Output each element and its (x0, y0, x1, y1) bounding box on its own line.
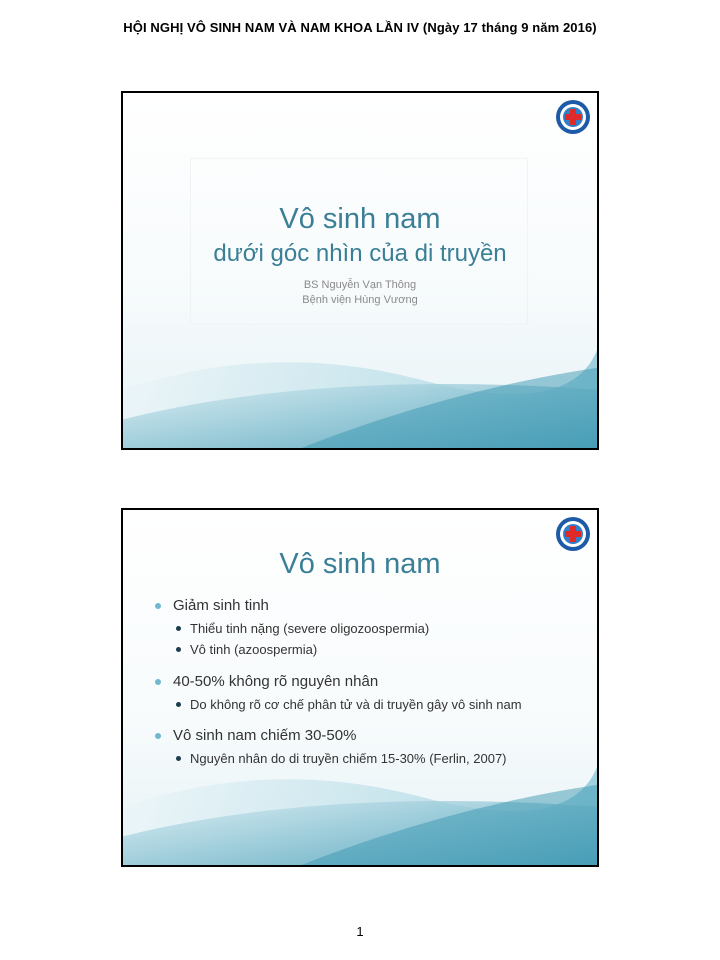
slide-1 (121, 91, 599, 450)
bullet-2: 40-50% không rõ nguyên nhân (173, 673, 379, 690)
sub-bullet-1-2: Vô tinh (azoospermia) (190, 642, 318, 657)
slide-2 (121, 508, 599, 867)
slide-1-author: BS Nguyễn Vạn Thông (303, 279, 417, 291)
document-header: HỘI NGHỊ VÔ SINH NAM VÀ NAM KHOA LẦN IV (Ngày 17 tháng 9 năm 2016) (123, 20, 597, 35)
hospital-logo-icon (555, 99, 591, 135)
sub-bullet-3-1: Nguyên nhân do di truyền chiếm 15-30% (Ferlin, 2007) (190, 751, 507, 766)
sub-bullet-2-1: Do không rõ cơ chế phân tử và di truyền gây vô sinh nam (190, 697, 522, 712)
slide-1-title: Vô sinh nam (279, 203, 441, 235)
hospital-logo-icon (555, 516, 591, 552)
sub-bullet-1-1: Thiểu tinh nặng (severe oligozoospermia) (190, 621, 430, 636)
slide-1-hospital: Bệnh viện Hùng Vương (302, 294, 418, 306)
bullet-1: Giảm sinh tinh (173, 597, 269, 614)
bullet-3: Vô sinh nam chiếm 30-50% (173, 727, 357, 744)
page-number: 1 (356, 924, 364, 939)
slide-background (123, 93, 597, 448)
slide-2-title: Vô sinh nam (279, 548, 441, 580)
slide-1-subtitle: dưới góc nhìn của di truyền (213, 240, 507, 267)
